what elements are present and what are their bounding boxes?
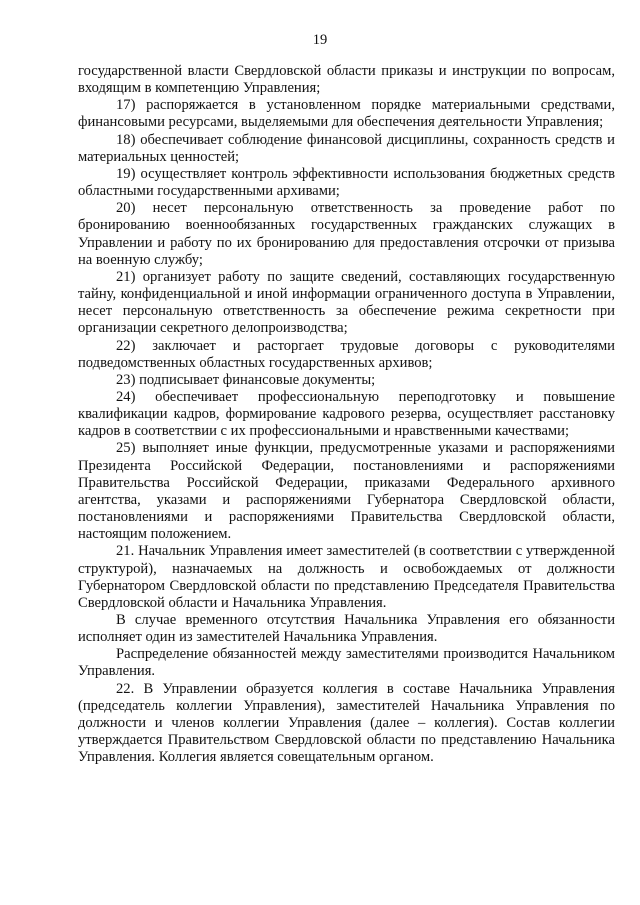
paragraph-duties-distribution: Распределение обязанностей между заместителями производится Начальником Управления. — [78, 646, 615, 680]
paragraph-item-19: 19) осуществляет контроль эффективности использования бюджетных средств областными государственными архивами; — [78, 165, 615, 200]
paragraph-item-22: 22) заключает и расторгает трудовые договоры с руководителями подведомственных областных государственных архивов; — [78, 337, 615, 371]
paragraph-item-25: 25) выполняет иные функции, предусмотренные указами и распоряжениями Президента Российской Федерации, постановлениями и распоряжениями Правительства Российской Федерации, приказами Федерального архивного агентства, указами и распоряжениями Губернатора Свердловской области, постановлениями и распоряжениями Правительства Свердловской области, настоящим положением. — [78, 440, 615, 543]
paragraph-item-21: 21) организует работу по защите сведений, составляющих государственную тайну, конфиденциальной и иной информации ограниченного доступа в Управлении, несет персональную ответственность за обеспечение режима секретности при организации секретного делопроизводства; — [78, 268, 615, 337]
paragraph-item-18: 18) обеспечивает соблюдение финансовой дисциплины, сохранность средств и материальных ценностей; — [78, 131, 615, 165]
paragraph-section-22: 22. В Управлении образуется коллегия в составе Начальника Управления (председатель коллегии Управления), заместителей Начальника Управления по должности и членов коллегии Управления (далее – коллегия). Состав коллегии утверждается Правительством Свердловской области по представлению Начальника Управления. Коллегия является совещательным органом. — [78, 680, 615, 766]
paragraph-section-21: 21. Начальник Управления имеет заместителей (в соответствии с утвержденной структурой), назначаемых на должность и освобождаемых от должности Губернатором Свердловской области по представлению Председателя Правительства Свердловской области и Начальника Управления. — [78, 543, 615, 611]
paragraph-continuation: государственной власти Свердловской области приказы и инструкции по вопросам, входящим в компетенцию Управления; — [78, 63, 615, 97]
paragraph-item-23: 23) подписывает финансовые документы; — [116, 371, 376, 388]
paragraph-temporary-absence: В случае временного отсутствия Начальника Управления его обязанности исполняет один из заместителей Начальника Управления. — [78, 612, 615, 646]
paragraph-item-17: 17) распоряжается в установленном порядке материальными средствами, финансовыми ресурсами, выделяемыми для обеспечения деятельности Управления; — [78, 97, 615, 131]
paragraph-item-20: 20) несет персональную ответственность за проведение работ по бронированию военнообязанных государственных гражданских служащих в Управлении и работу по их бронированию для предоставления отсрочки от призыва на военную службу; — [78, 200, 615, 268]
document-body — [78, 63, 615, 766]
page-number: 19 — [312, 32, 328, 48]
paragraph-item-24: 24) обеспечивает профессиональную переподготовку и повышение квалификации кадров, формирование кадрового резерва, осуществляет расстановку кадров в соответствии с их профессиональными и нравственными качествами; — [78, 388, 615, 440]
